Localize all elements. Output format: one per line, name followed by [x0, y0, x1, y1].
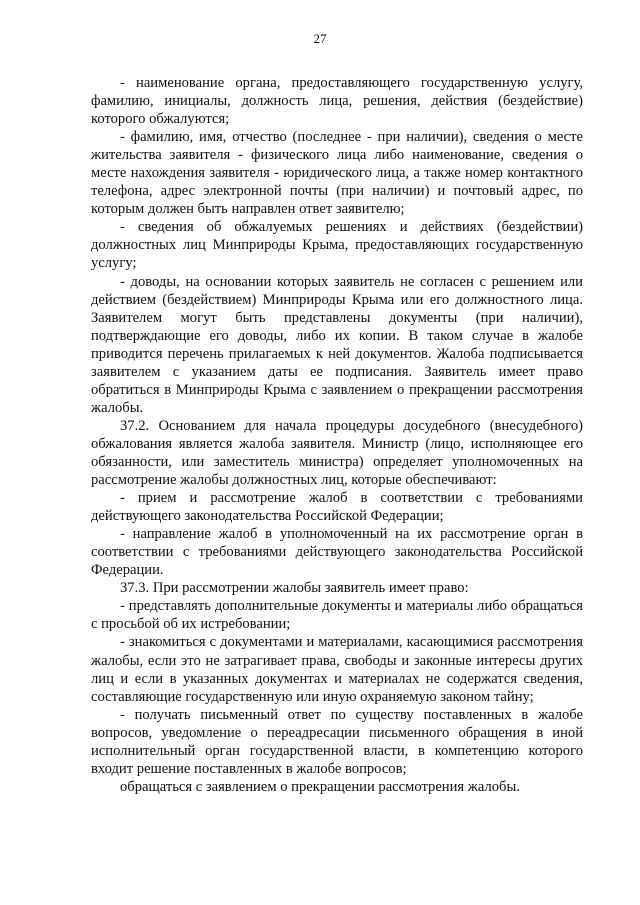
list-item-forwarding: - направление жалоб в уполномоченный на их рассмотрение орган в соответствии с требованиями действующего законодательства Российской Федерации. — [91, 526, 583, 579]
clause-37-3: 37.3. При рассмотрении жалобы заявитель имеет право: — [120, 580, 469, 597]
list-item-reception: - прием и рассмотрение жалоб в соответствии с требованиями действующего законодательства Российской Федерации; — [91, 490, 583, 525]
list-item-organ-name: - наименование органа, предоставляющего государственную услугу, фамилию, инициалы, должность лица, решения, действия (бездействие) которого обжалуются; — [91, 75, 583, 128]
clause-37-2: 37.2. Основанием для начала процедуры досудебного (внесудебного) обжалования является жалоба заявителя. Министр (лицо, исполняющее его обязанности, или заместитель министра) определяет уполномоченных на рассмотрение жалобы должностных лиц, которые обеспечивают: — [91, 417, 583, 489]
list-item-submit-documents: - представлять дополнительные документы и материалы либо обращаться с просьбой об их истребовании; — [91, 598, 583, 633]
list-item-withdraw-complaint: обращаться с заявлением о прекращении рассмотрения жалобы. — [120, 778, 520, 795]
list-item-review-materials: - знакомиться с документами и материалами, касающимися рассмотрения жалобы, если это не затрагивает права, свободы и законные интересы других лиц и если в указанных документах и материалах не содержатся сведения, составляющие государственную или иную охраняемую законом тайну; — [91, 634, 583, 705]
list-item-appealed-decisions: - сведения об обжалуемых решениях и действиях (бездействии) должностных лиц Минприроды Крыма, предоставляющих государственную услугу; — [91, 219, 583, 272]
page-number: 27 — [313, 31, 327, 46]
list-item-written-response: - получать письменный ответ по существу поставленных в жалобе вопросов, уведомление о переадресации письменного обращения в иной исполнительный орган государственной власти, в компетенцию которого входит решение поставленных в жалобе вопросов; — [91, 706, 583, 777]
document-body — [91, 74, 583, 796]
list-item-applicant-details: - фамилию, имя, отчество (последнее - при наличии), сведения о месте жительства заявителя - физического лица либо наименование, сведения о месте нахождения заявителя - юридического лица, а также номер контактного телефона, адрес электронной почты (при наличии) и почтовый адрес, по которым должен быть направлен ответ заявителю; — [91, 129, 583, 218]
list-item-arguments: - доводы, на основании которых заявитель не согласен с решением или действием (бездействием) Минприроды Крыма или его должностного лица. Заявителем могут быть представлены документы (при наличии), подтверждающие его доводы, либо их копии. В таком случае в жалобе приводится перечень прилагаемых к ней документов. Жалоба подписывается заявителем с указанием даты ее подписания. Заявитель имеет право обратиться в Минприроды Крыма с заявлением о прекращении рассмотрения жалобы. — [91, 273, 583, 416]
